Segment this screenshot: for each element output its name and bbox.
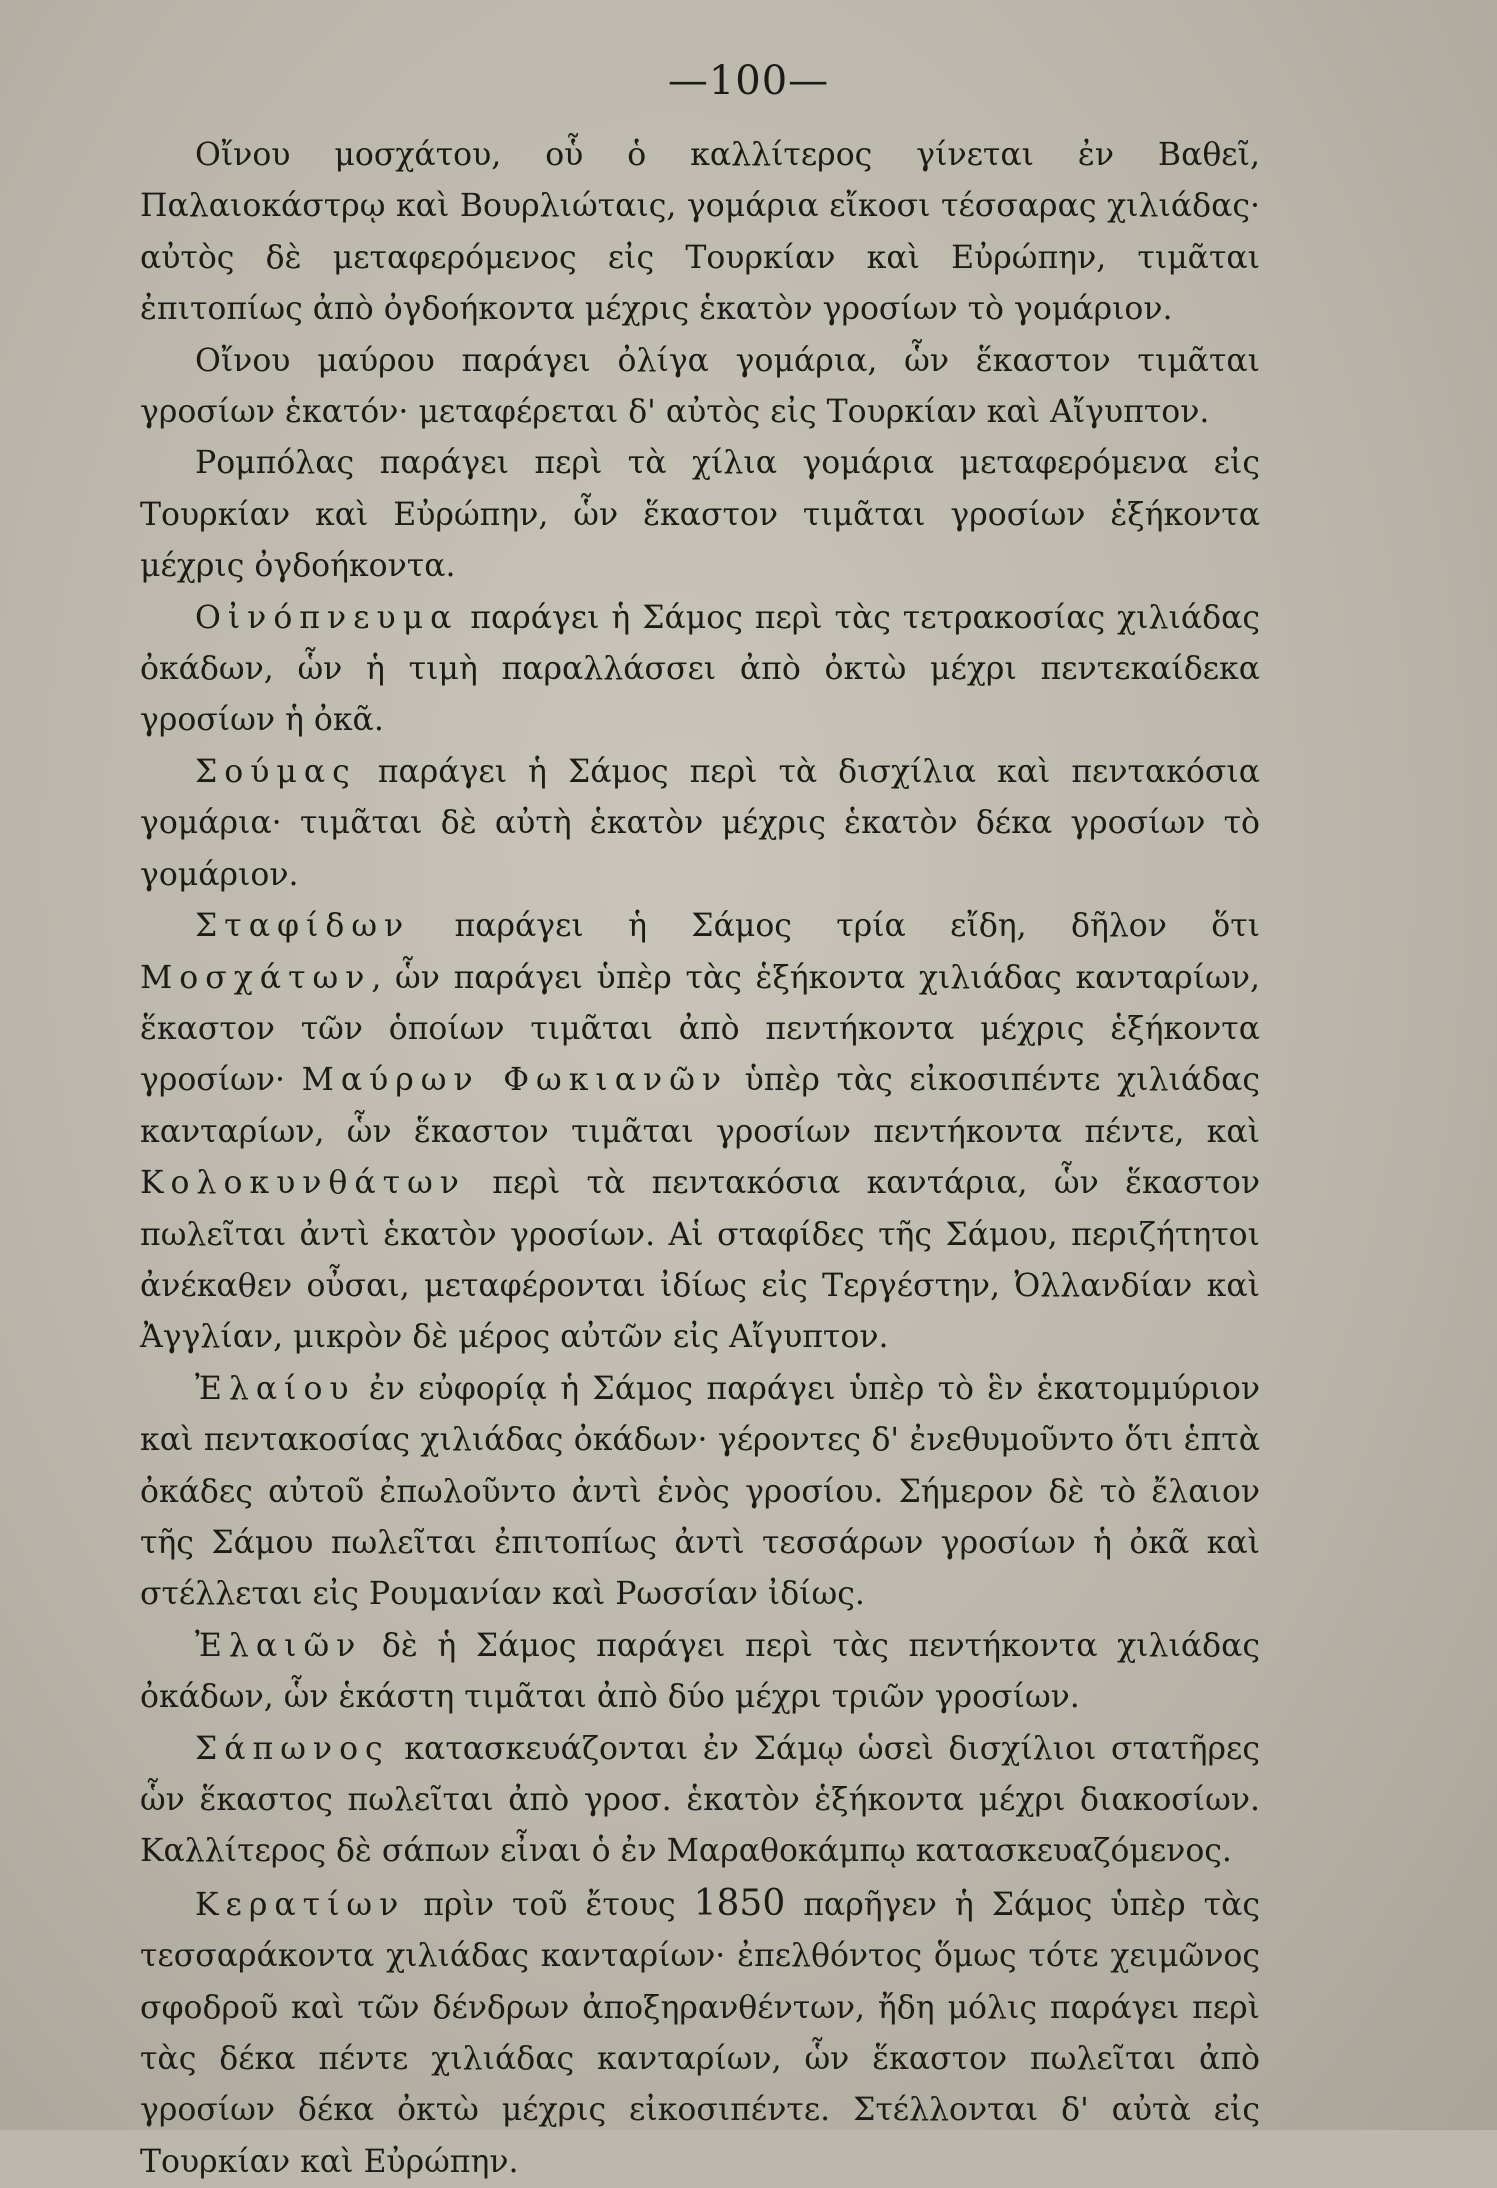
paragraph-text: Ρομπόλας παράγει περὶ τὰ χίλια γομάρια μεταφερόμενα εἰς Τουρκίαν καὶ Εὐρώπην, ὧν ἕκαστον τιμᾶται γροσίων ἑξήκοντα μέχρις ὀγδοήκοντα. — [140, 445, 1260, 585]
paragraph-soap — [140, 1724, 1260, 1878]
lead-term: Σούμας — [195, 753, 357, 790]
lead-term: Ἐλαιῶν — [195, 1627, 363, 1664]
paragraph-soumas — [140, 747, 1260, 901]
paragraph-robola — [140, 438, 1260, 592]
paragraph-text: παράγει ἡ Σάμος περὶ τὰς τετρακοσίας χιλιάδας ὀκάδων, ὧν ἡ τιμὴ παραλλάσσει ἀπὸ ὀκτὼ μέχρι πεντεκαίδεκα γροσίων ἡ ὀκᾶ. — [140, 599, 1260, 739]
paragraph-wine-muscat — [140, 130, 1260, 336]
paragraph-text: παράγει ἡ Σάμος περὶ τὰ δισχίλια καὶ πεντακόσια γομάρια· τιμᾶται δὲ αὐτὴ ἑκατὸν μέχρις ἑκατὸν δέκα γροσίων τὸ γομάριον. — [140, 753, 1260, 893]
paragraph-text: δὲ ἡ Σάμος παράγει περὶ τὰς πεντήκοντα χιλιάδας ὀκάδων, ὧν ἑκάστη τιμᾶται ἀπὸ δύο μέχρι τριῶν γροσίων. — [140, 1627, 1260, 1716]
lead-term: Σταφίδων — [195, 908, 411, 945]
paragraph-text: παράγει ἡ Σάμος τρία εἴδη, δῆλον ὅτι — [410, 908, 1260, 945]
paragraph-text: ὑπὲρ τὰς εἰκοσιπέντε χιλιάδας κανταρίων, ὧν ἕκαστον τιμᾶται γροσίων πεντήκοντα πέντε, καὶ — [140, 1062, 1260, 1150]
lead-term: Οἰνόπνευμα — [195, 599, 459, 636]
paragraph-text: , ὧν παράγει ὑπὲρ τὰς ἑξήκοντα χιλιάδας κανταρίων, ἕκαστον τῶν ὁποίων τιμᾶται ἀπὸ πεντήκοντα μέχρις ἑξήκοντα γροσίων· — [140, 959, 1260, 1099]
lead-term: Σάπωνος — [195, 1730, 390, 1767]
page-number: —100— — [667, 58, 830, 104]
term-mavron-fokianon: Μαύρων Φωκιανῶν — [301, 1062, 729, 1099]
paragraph-text: Οἴνου μαύρου παράγει ὀλίγα γομάρια, ὧν ἕκαστον τιμᾶται γροσίων ἑκατόν· μεταφέρεται δ' αὐτὸς εἰς Τουρκίαν καὶ Αἴγυπτον. — [140, 342, 1260, 431]
paragraph-oil — [140, 1364, 1260, 1621]
paragraph-raisins — [140, 901, 1260, 1364]
body-text — [140, 130, 1260, 2188]
paragraph-spirits — [140, 593, 1260, 747]
paragraph-carobs — [140, 1878, 1260, 2188]
paragraph-text: ἐν εὐφορίᾳ ἡ Σάμος παράγει ὑπὲρ τὸ ἓν ἑκατομμύριον καὶ πεντακοσίας χιλιάδας ὀκάδων· γέροντες δ' ἐνεθυμοῦντο ὅτι ἑπτὰ ὀκάδες αὐτοῦ ἐπωλοῦντο ἀντὶ ἑνὸς γροσίου. Σήμερον δὲ τὸ ἔλαιον τῆς Σάμου πωλεῖται ἐπιτοπίως ἀντὶ τεσσάρων γροσίων ἡ ὀκᾶ καὶ στέλλεται εἰς Ρουμανίαν καὶ Ρωσσίαν ἰδίως. — [140, 1370, 1260, 1613]
term-moschaton: Μοσχάτων — [140, 959, 372, 996]
lead-term: Ἐλαίου — [195, 1370, 356, 1407]
year: 1850 — [693, 1882, 786, 1924]
paragraph-text: Οἴνου μοσχάτου, οὗ ὁ καλλίτερος γίνεται ἐν Βαθεῖ, Παλαιοκάστρῳ καὶ Βουρλιώταις, γομάρια εἴκοσι τέσσαρας χιλιάδας· αὐτὸς δὲ μεταφερόμενος εἰς Τουρκίαν καὶ Εὐρώπην, τιμᾶται ἐπιτοπίως ἀπὸ ὀγδοήκοντα μέχρις ἑκατὸν γροσίων τὸ γομάριον. — [140, 137, 1260, 328]
lead-term: Κερατίων — [195, 1886, 406, 1923]
paragraph-wine-black — [140, 336, 1260, 439]
paragraph-text: περὶ τὰ πεντακόσια καντάρια, ὧν ἕκαστον πωλεῖται ἀντὶ ἑκατὸν γροσίων. Αἱ σταφίδες τῆς Σάμου, περιζήτητοι ἀνέκαθεν οὖσαι, μεταφέρονται ἰδίως εἰς Τεργέστην, Ὀλλανδίαν καὶ Ἀγγλίαν, μικρὸν δὲ μέρος αὐτῶν εἰς Αἴγυπτον. — [140, 1165, 1260, 1356]
paragraph-text: παρῆγεν ἡ Σάμος ὑπὲρ τὰς τεσσαράκοντα χιλιάδας κανταρίων· ἐπελθόντος ὅμως τότε χειμῶνος σφοδροῦ καὶ τῶν δένδρων ἀποξηρανθέντων, ἤδη μόλις παράγει περὶ τὰς δέκα πέντε χιλιάδας κανταρίων, ὧν ἕκαστον πωλεῖται ἀπὸ γροσίων δέκα ὀκτὼ μέχρις εἰκοσιπέντε. Στέλλονται δ' αὐτὰ εἰς Τουρκίαν καὶ Εὐρώπην. — [140, 1886, 1260, 2180]
term-kolokynthaton: Κολοκυνθάτων — [140, 1165, 466, 1202]
paragraph-text: πρὶν τοῦ ἔτους — [405, 1886, 694, 1923]
paragraph-olives — [140, 1621, 1260, 1724]
paragraph-text: κατασκευάζονται ἐν Σάμῳ ὡσεὶ δισχίλιοι στατῆρες ὧν ἕκαστος πωλεῖται ἀπὸ γροσ. ἑκατὸν ἑξήκοντα μέχρι διακοσίων. Καλλίτερος δὲ σάπων εἶναι ὁ ἐν Μαραθοκάμπῳ κατασκευαζόμενος. — [140, 1730, 1260, 1870]
